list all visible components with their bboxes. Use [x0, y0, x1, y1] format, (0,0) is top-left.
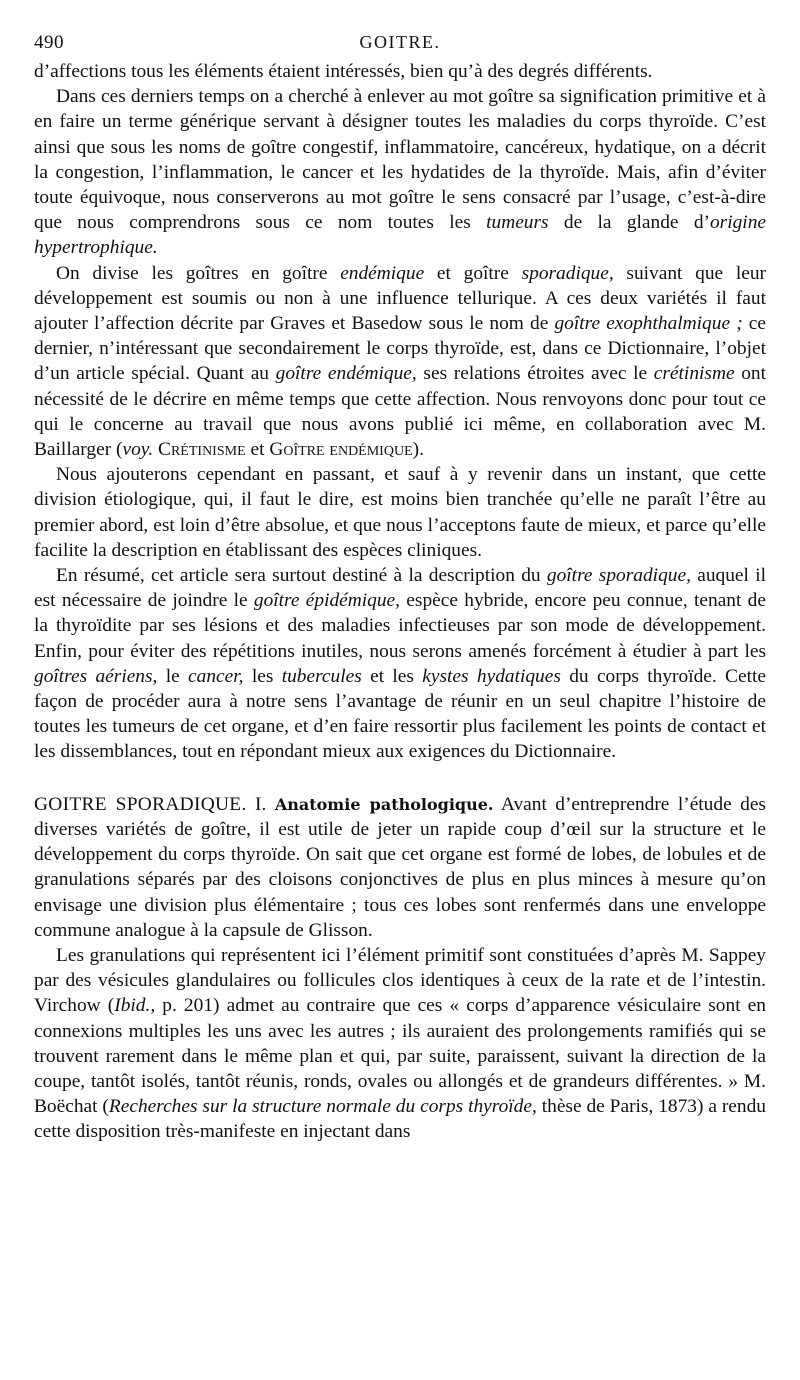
paragraph-continuation: d’affections tous les éléments étaient intéressés, bien qu’à des degrés différents.	[34, 61, 653, 82]
text-run: Avant d’entreprendre l’étude des diverses variétés de goître, il est utile de jeter un rapide coup d’œil sur la structure et le développement du corps thyroïde. On sait que cet organe est formé de lobes, de lobules et de granulations séparés par des cloisons conjonctives de plus en plus minces à mesure qu’on envisage une division plus élémentaire ; tous ces lobes sont renfermés dans une enveloppe commune analogue à la capsule de Glisson.	[34, 793, 766, 941]
text-run: espèce hybride, encore peu connue, tenant de la thyroïdite par ses lésions et des maladies infectieuses par son mode de développement. Enfin, pour éviter des répétitions inutiles, nous serons amenés forcément à étudier à part les	[34, 590, 766, 662]
page-number: 490	[34, 32, 64, 53]
text-run: et goître	[424, 262, 522, 284]
running-title: GOITRE.	[359, 32, 441, 52]
italic-run: goîtres aériens,	[34, 665, 158, 687]
italic-run: origine hypertrophique.	[34, 212, 766, 259]
text-run: ses relations étroites avec le	[416, 363, 654, 385]
subsection-heading: Anatomie pathologique.	[274, 794, 494, 814]
section-gap	[34, 765, 766, 792]
text-run: les	[243, 665, 282, 687]
paragraph-section-intro	[34, 792, 766, 943]
text-run: p. 201) admet au contraire que ces « corps d’apparence vésiculaire sont en connexions multiples les uns avec les autres ; ils auraient des prolongements ramifiés qui se trouvent rarement dans le même plan et qui, par suite, paraissent, suivant la direction de la coupe, tantôt isolés, tantôt réunis, ronds, ovales ou allongés et de grandeurs différentes. » M. Boëchat (	[34, 995, 766, 1118]
italic-run: Ibid.,	[114, 995, 156, 1017]
cross-reference: Goître endémique	[269, 439, 413, 461]
text-run: et les	[361, 665, 423, 687]
paragraph-granulations	[34, 943, 766, 1145]
text-run: le	[157, 665, 189, 687]
cross-reference: Crétinisme	[158, 439, 246, 461]
italic-run: goître épidémique,	[253, 590, 401, 612]
italic-run: tumeurs	[486, 212, 549, 234]
text-run: auquel il est nécessaire de joindre le	[34, 565, 766, 612]
italic-run: goître exophthalmique ;	[554, 313, 743, 335]
text-run: suivant que leur développement est soumis ou non à une influence tellurique. A ces deux variétés il faut ajouter l’affection décrite par Graves et Basedow sous le nom de	[34, 262, 767, 335]
section-heading: GOITRE SPORADIQUE.	[34, 793, 247, 815]
italic-run: voy.	[122, 439, 154, 461]
italic-run: Recherches sur la structure normale du corps thyroïde,	[108, 1096, 537, 1118]
text-run: On divise les goîtres en goître	[56, 262, 341, 284]
page-header	[34, 30, 766, 56]
text-run: ont nécessité de le décrire en même temps que cette affection. Nous renvoyons donc pour tout ce qui le concerne au travail que nous avons publié ici même, en collaboration avec M. Baillarger (	[34, 363, 766, 461]
text-run: ).	[412, 439, 424, 461]
text-run: Dans ces derniers temps on a cherché à enlever au mot goître sa signification primitive et à en faire un terme générique servant à désigner toutes les maladies du corps thyroïde. C’est ainsi que sous les noms de goître congestif, inflammatoire, cancéreux, hydatique, on a décrit la congestion, l’inflammation, le cancer et les hydatides de la thyroïde. Mais, afin d’éviter toute équivoque, nous conserverons au mot goître le sens consacré par l’usage, c’est-à-dire que nous comprendrons sous ce nom toutes les	[34, 86, 766, 234]
paragraph-division	[34, 261, 766, 463]
italic-run: cancer,	[188, 665, 244, 687]
text-run: I.	[246, 793, 275, 815]
text-run: du corps thyroïde. Cette façon de procéder aura à notre sens l’avantage de réunir en un seul chapitre l’histoire de toutes les tumeurs de cet organe, et d’en faire ressortir plus facilement les points de contact et les dissemblances, tout en répondant mieux aux exigences du Dictionnaire.	[34, 665, 766, 763]
italic-run: goître endémique,	[275, 363, 417, 385]
italic-run: kystes hydatiques	[422, 665, 561, 687]
paragraph-definition	[34, 84, 766, 260]
paragraph-etiology: Nous ajouterons cependant en passant, et sauf à y revenir dans un instant, que cette division étiologique, qui, il faut le dire, est moins bien tranchée qu’elle ne paraît l’être au premier abord, est loin d’être absolue, et que nous l’acceptons faute de mieux, et parce qu’elle facilite la description en établissant des espèces cliniques.	[34, 464, 766, 561]
text-run: et	[245, 439, 270, 461]
text-run: En résumé, cet article sera surtout destiné à la description du	[56, 565, 547, 587]
italic-run: sporadique,	[521, 262, 614, 284]
italic-run: goître sporadique,	[546, 565, 691, 587]
italic-run: endémique	[340, 262, 425, 284]
italic-run: tubercules	[281, 665, 362, 687]
text-run: Les granulations qui représentent ici l’élément primitif sont constituées d’après M. Sappey par des vésicules glandulaires ou follicules clos identiques à ceux de la rate et de l’intestin. Virchow (	[34, 944, 766, 1017]
text-run: thèse de Paris, 1873) a rendu cette disposition très-manifeste en injectant dans	[34, 1096, 766, 1143]
paragraph-summary	[34, 563, 766, 765]
text-run: de la glande d’	[548, 212, 710, 234]
text-run: ce dernier, n’intéressant que secondairement le corps thyroïde, est, dans ce Dictionnaire, l’objet d’un article spécial. Quant au	[34, 313, 767, 385]
italic-run: crétinisme	[653, 363, 735, 385]
